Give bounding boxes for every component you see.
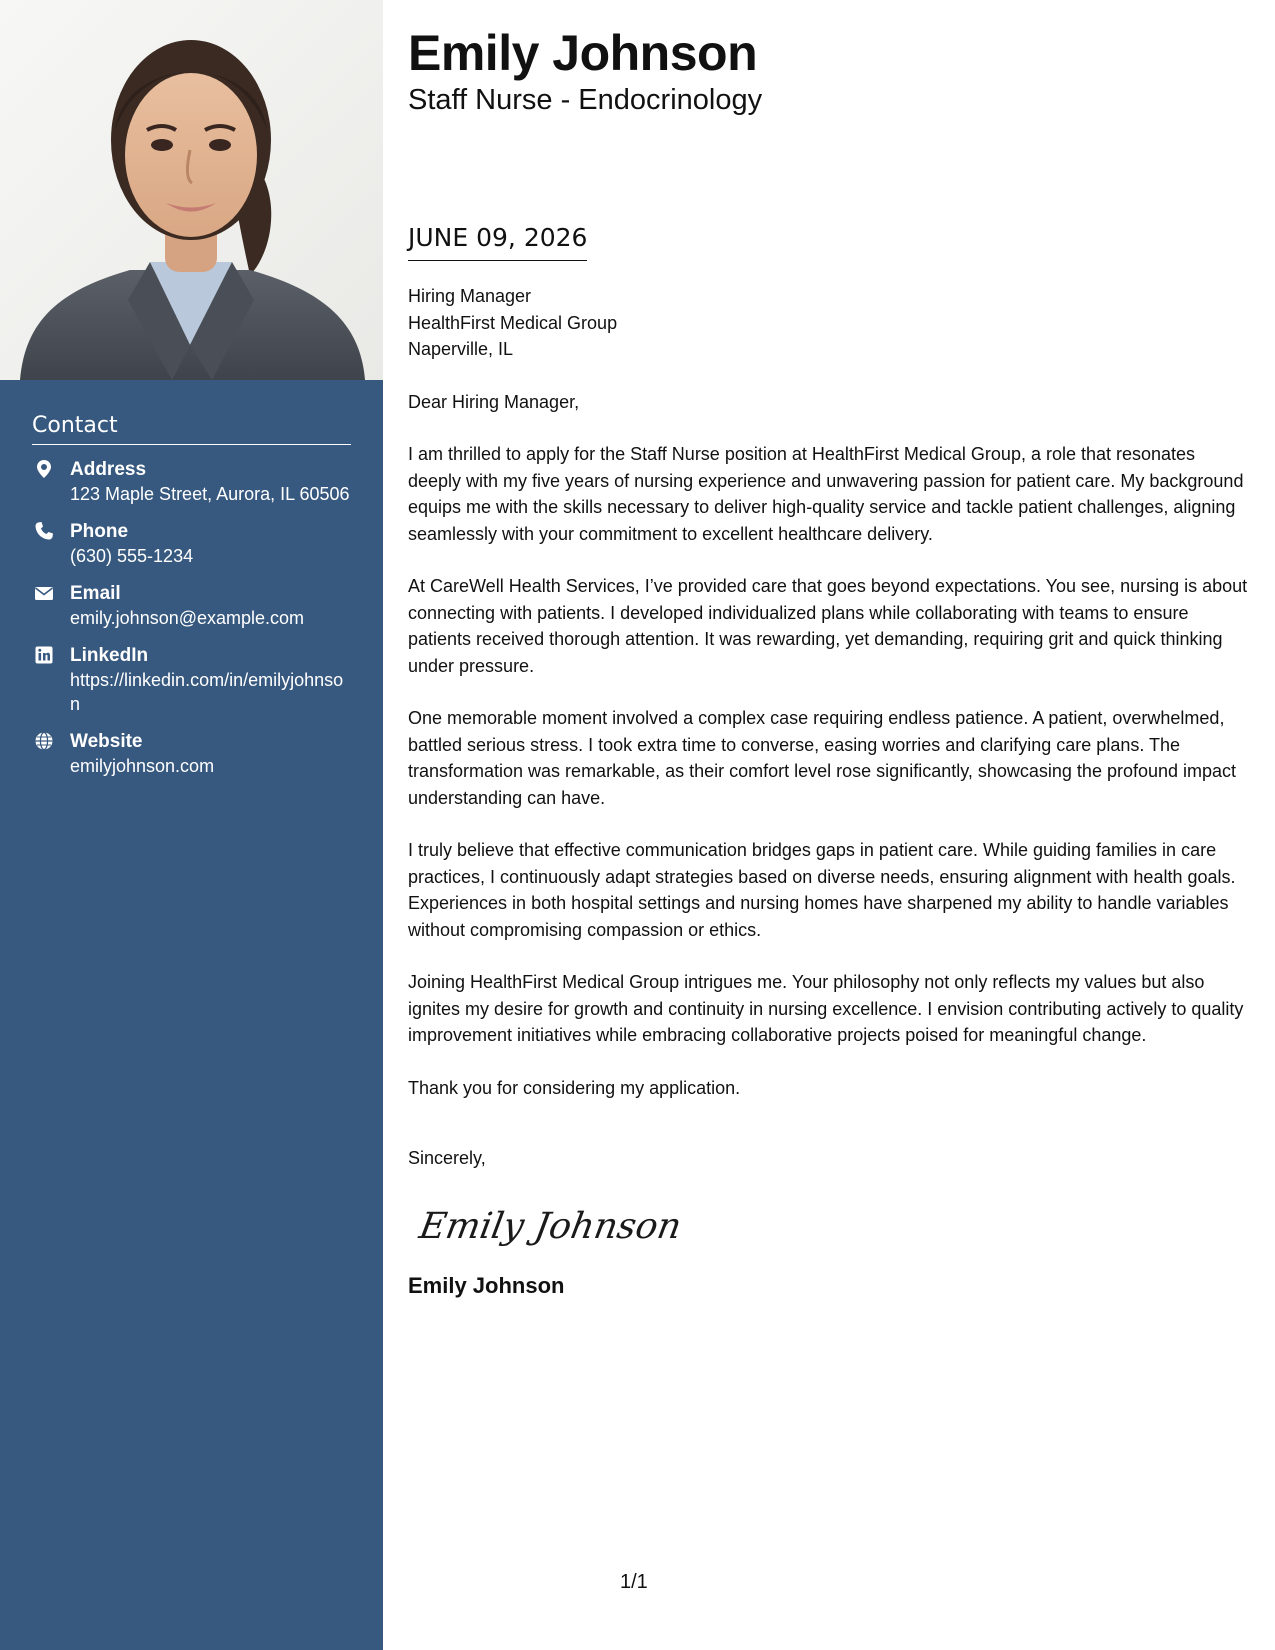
email-label: Email [70, 583, 121, 604]
contact-item-address [32, 457, 351, 506]
linkedin-label: LinkedIn [70, 645, 149, 666]
paragraph: I am thrilled to apply for the Staff Nurse position at HealthFirst Medical Group, a role that resonates deeply with my five years of nursing experience and unwavering passion for patient care. My background equips me with the skills necessary to deliver high-quality service and tackle patient challenges, aligning seamlessly with your commitment to excellent healthcare delivery. [408, 444, 1244, 544]
linkedin-value: https://linkedin.com/in/emilyjohnson [70, 670, 344, 714]
phone-icon [34, 521, 54, 541]
sidebar [0, 0, 383, 1650]
closing: Sincerely, [408, 1148, 486, 1168]
letter-date: JUNE 09, 2026 [408, 222, 587, 261]
salutation: Dear Hiring Manager, [408, 391, 580, 412]
svg-text:Emily Johnson: Emily Johnson [416, 1203, 685, 1247]
job-title: Staff Nurse - Endocrinology [408, 84, 763, 116]
contact-item-phone [32, 519, 351, 568]
linkedin-icon [34, 645, 54, 665]
contact-heading: Contact [32, 412, 351, 445]
website-label: Website [70, 731, 143, 752]
contact-section [32, 412, 351, 791]
paragraph: I truly believe that effective communication bridges gaps in patient care. While guiding families in care practices, I continuously adapt strategies based on diverse needs, ensuring alignment with health goals. Experiences in both hospital settings and nursing homes have sharpened my ability to handle variables without compromising compassion or ethics. [408, 840, 1236, 940]
recipient-line: Hiring Manager [408, 286, 532, 306]
paragraph: Thank you for considering my application. [408, 1077, 741, 1098]
address-label: Address [70, 459, 147, 480]
recipient-line: HealthFirst Medical Group [408, 312, 618, 333]
profile-photo [0, 0, 383, 380]
paragraph: At CareWell Health Services, I’ve provided care that goes beyond expectations. You see, nursing is about connecting with patients. I developed individualized plans while collaborating with teams to ensure patients received thorough attention. It was rewarding, yet demanding, requiring grit and quick thinking under pressure. [408, 576, 1248, 676]
globe-icon [34, 731, 54, 751]
website-value: emilyjohnson.com [70, 756, 215, 776]
contact-item-linkedin [32, 643, 351, 716]
applicant-name: Emily Johnson [408, 25, 758, 81]
map-pin-icon [34, 459, 54, 479]
phone-label: Phone [70, 521, 129, 542]
recipient-block [408, 283, 1253, 363]
contact-item-website [32, 729, 351, 778]
handwritten-signature [416, 1192, 1253, 1256]
contact-item-email [32, 581, 351, 630]
envelope-icon [34, 583, 54, 603]
paragraph: Joining HealthFirst Medical Group intrigues me. Your philosophy not only reflects my values but also ignites my desire for growth and continuity in nursing excellence. I envision contributing actively to quality improvement initiatives while embracing collaborative projects poised for meaningful change. [408, 972, 1244, 1045]
signer-name: Emily Johnson [408, 1272, 565, 1298]
phone-value: (630) 555-1234 [70, 546, 194, 566]
letter-body [408, 283, 1253, 1300]
email-value: emily.johnson@example.com [70, 608, 305, 628]
recipient-line: Naperville, IL [408, 339, 514, 359]
page-number: 1/1 [620, 1571, 648, 1593]
address-value: 123 Maple Street, Aurora, IL 60506 [70, 484, 350, 504]
paragraph: One memorable moment involved a complex case requiring endless patience. A patient, overwhelmed, battled serious stress. I took extra time to converse, easing worries and clarifying care plans. The transformation was remarkable, as their comfort level rose significantly, showcasing the profound impact understanding can have. [408, 708, 1237, 808]
